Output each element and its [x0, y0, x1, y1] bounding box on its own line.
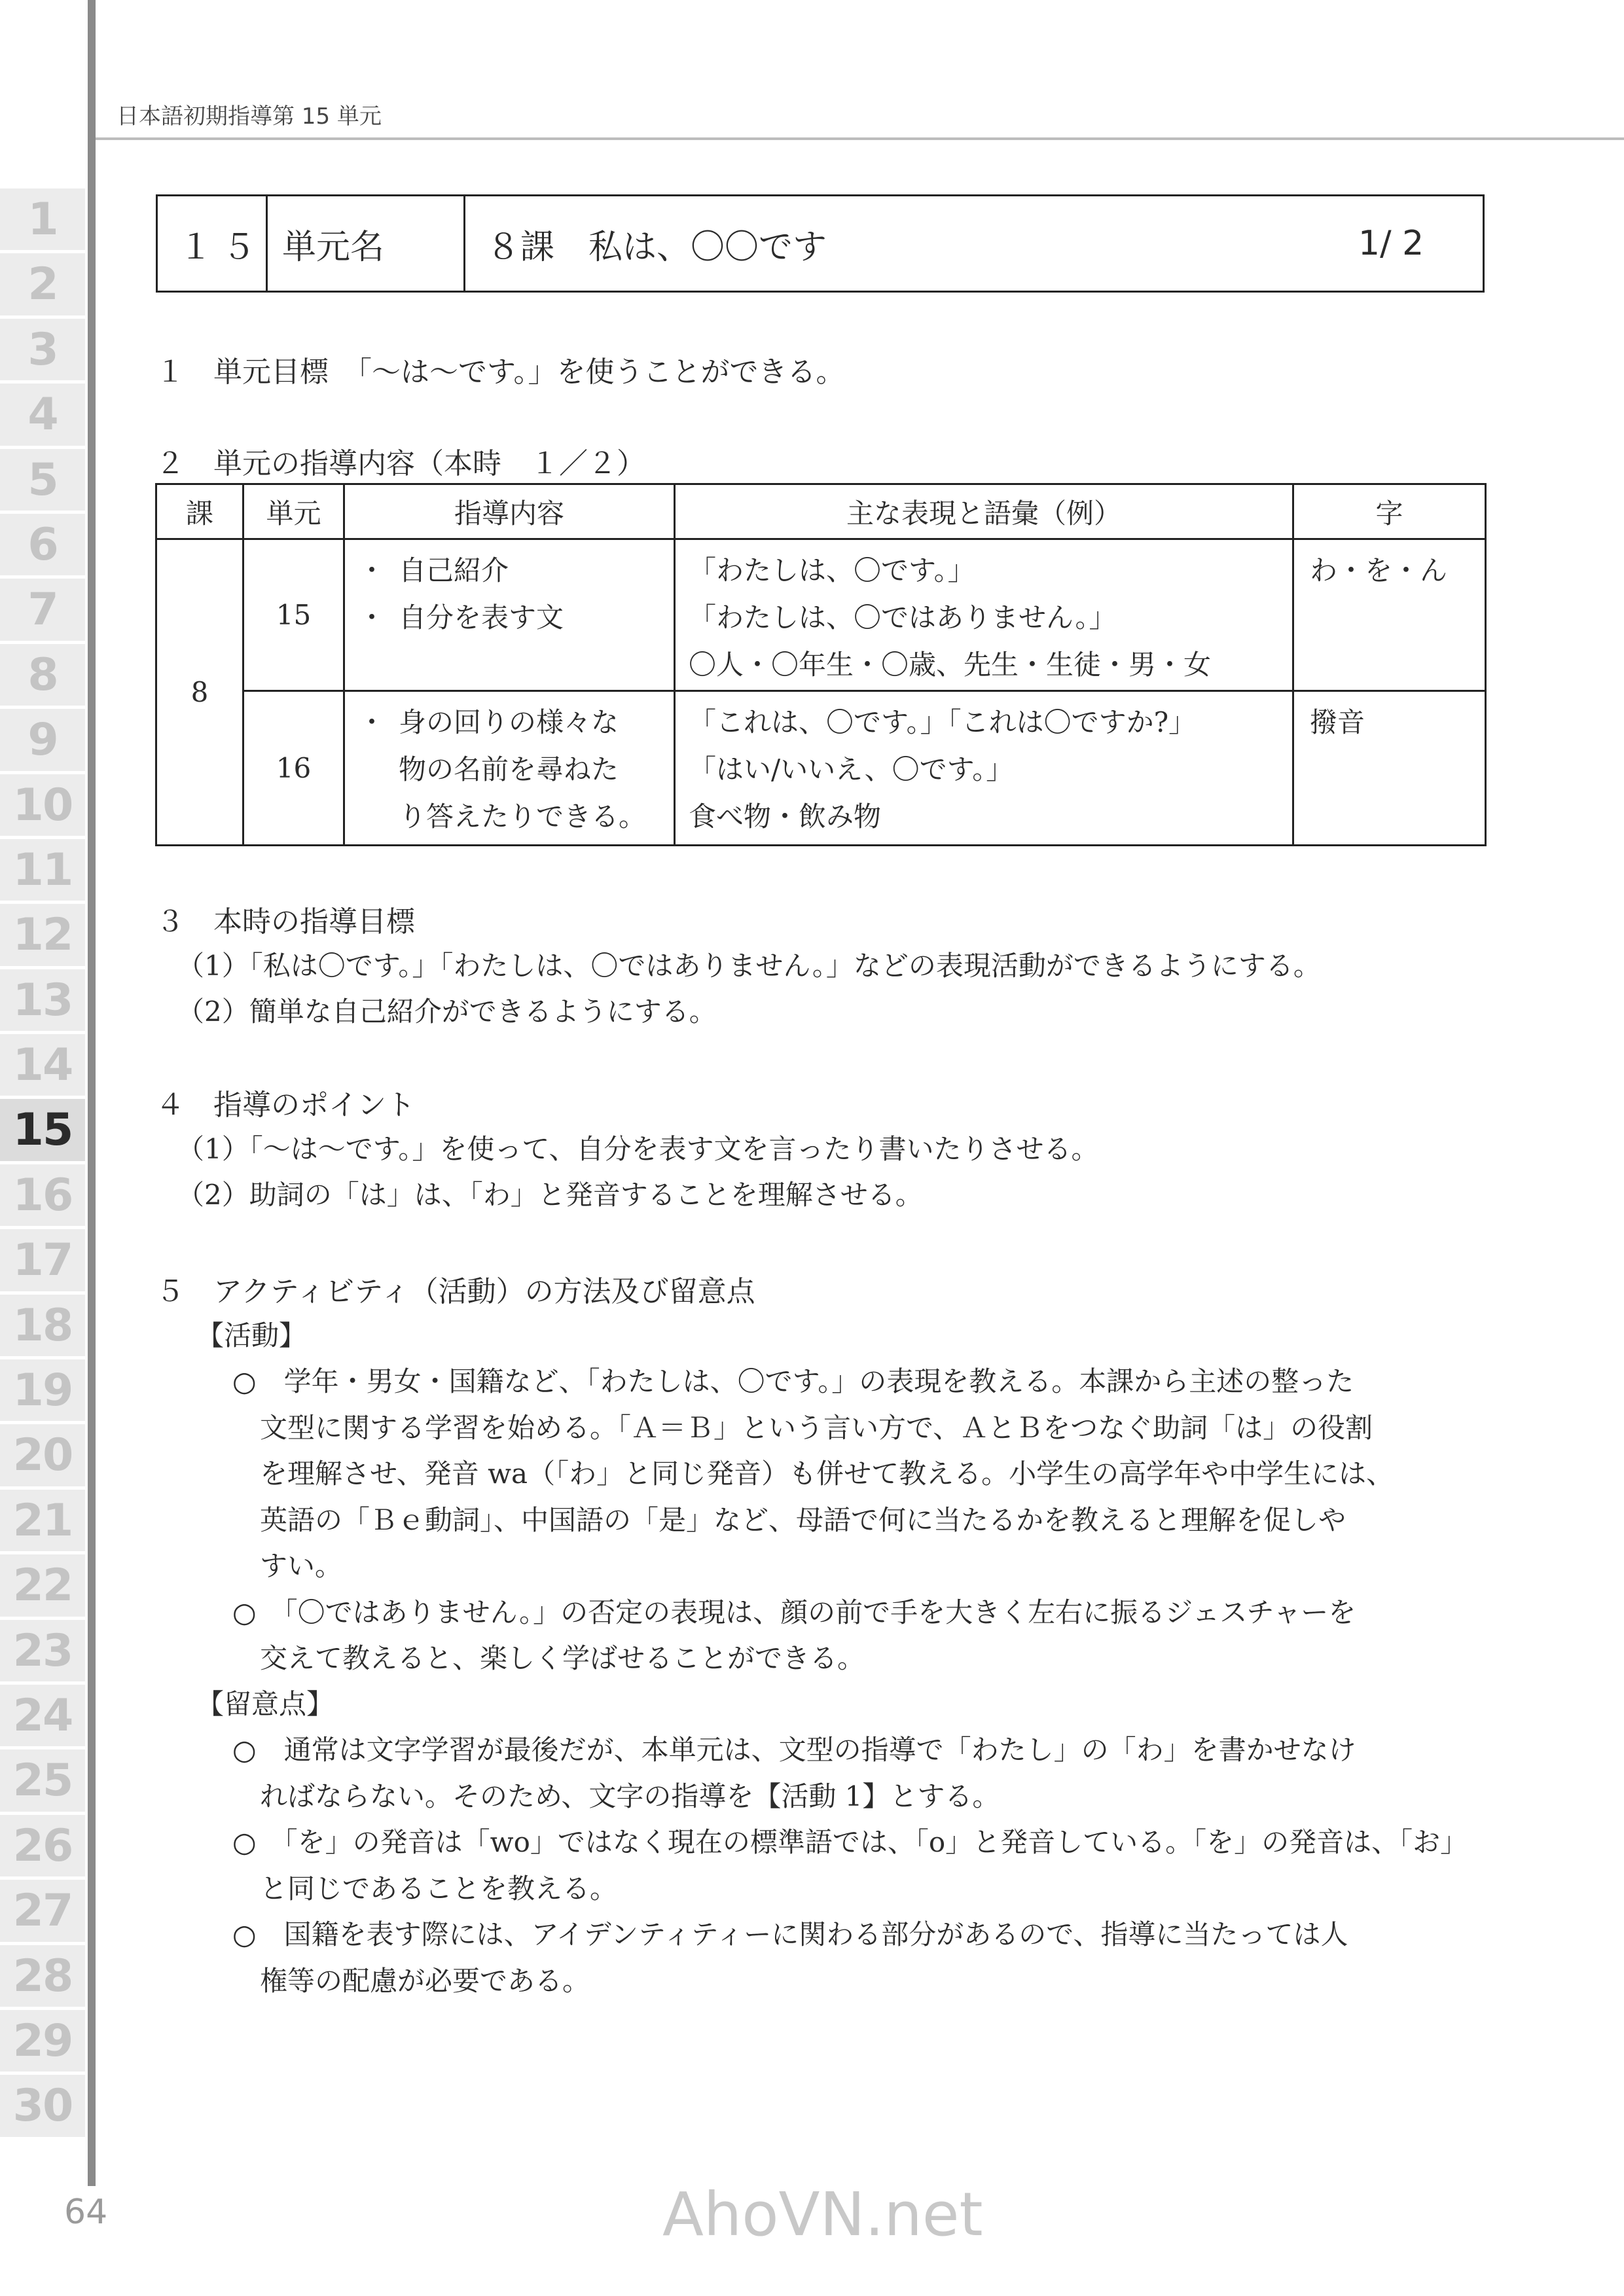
col-header-unit: 単元	[244, 484, 344, 539]
page-number: 64	[64, 2193, 108, 2232]
header-rule	[96, 137, 1624, 140]
paragraph-line: 交えて教えると、楽しく学ばせることができる。	[232, 1642, 865, 1674]
notes-label: 【留意点】	[196, 1688, 334, 1720]
chapter-tab-16: 16	[0, 1164, 85, 1229]
paragraph-line: ればならない。そのため、文字の指導を【活動 1】とする。	[232, 1780, 1000, 1812]
expressions-cell: 「わたしは、〇です。」 「わたしは、〇ではありません。」 〇人・〇年生・〇歳、先生・生徒・男・女	[675, 539, 1293, 691]
unit-title-box	[156, 194, 1485, 293]
chapter-tab-3: 3	[0, 319, 85, 384]
col-header-content: 指導内容	[344, 484, 675, 539]
chapter-tab-14: 14	[0, 1034, 85, 1099]
unit-cell: 16	[244, 691, 344, 846]
characters-cell: わ・を・ん	[1293, 539, 1486, 691]
chapter-tab-18: 18	[0, 1295, 85, 1359]
paragraph-line: ○ 国籍を表す際には、アイデンティティーに関わる部分があるので、指導に当たっては人	[232, 1918, 1348, 1950]
paragraph-line: と同じであることを教える。	[232, 1872, 618, 1905]
running-header: 日本語初期指導第 15 単元	[117, 103, 382, 130]
content-cell: ・ 身の回りの様々な 物の名前を尋ねた り答えたりできる。	[344, 691, 675, 846]
chapter-tab-30: 30	[0, 2075, 85, 2140]
chapter-tab-19: 19	[0, 1359, 85, 1424]
chapter-tab-2: 2	[0, 253, 85, 318]
paragraph-line: 文型に関する学習を始める。「Ａ＝Ｂ」という言い方で、ＡとＢをつなぐ助詞「は」の役割	[232, 1411, 1373, 1444]
activity-label: 【活動】	[196, 1319, 307, 1352]
chapter-tab-27: 27	[0, 1880, 85, 1945]
section-3-heading: ３ 本時の指導目標	[156, 905, 415, 939]
chapter-tab-8: 8	[0, 644, 85, 709]
watermark: AhoVN.net	[662, 2179, 983, 2250]
chapter-tab-22: 22	[0, 1554, 85, 1619]
section-2-heading: ２ 単元の指導内容（本時 １／２）	[156, 447, 645, 480]
paragraph-line: ○ 「を」の発音は「wo」ではなく現在の標準語では、「o」と発音している。「を」の発音は、「お」	[232, 1826, 1468, 1858]
content-cell: ・ 自己紹介 ・ 自分を表す文	[344, 539, 675, 691]
col-header-expressions: 主な表現と語彙（例）	[675, 484, 1293, 539]
chapter-tabs	[0, 188, 93, 2140]
chapter-tab-11: 11	[0, 839, 85, 904]
chapter-tab-29: 29	[0, 2010, 85, 2075]
col-header-characters: 字	[1293, 484, 1486, 539]
goal-item: （1）「私は〇です。」「わたしは、〇ではありません。」などの表現活動ができるようにする。	[177, 950, 1321, 982]
section-1-heading: １ 単元目標 「～は～です。」を使うことができる。	[156, 355, 845, 389]
unit-cell: 15	[244, 539, 344, 691]
chapter-tab-15: 15	[0, 1099, 85, 1164]
chapter-tab-21: 21	[0, 1490, 85, 1554]
paragraph-line: ○ 学年・男女・国籍など、「わたしは、〇です。」の表現を教える。本課から主述の整った	[232, 1365, 1354, 1397]
chapter-tab-10: 10	[0, 774, 85, 839]
paragraph-line: ○ 「〇ではありません。」の否定の表現は、顔の前で手を大きく左右に振るジェスチャーを	[232, 1596, 1356, 1628]
lesson-cell: 8	[156, 539, 244, 846]
chapter-tab-6: 6	[0, 514, 85, 579]
unit-label: 単元名	[268, 196, 465, 291]
expressions-cell: 「これは、〇です。」「これは〇ですか?」 「はい/いいえ、〇です。」 食べ物・飲み物	[675, 691, 1293, 846]
chapter-tab-17: 17	[0, 1229, 85, 1294]
chapter-tab-20: 20	[0, 1424, 85, 1489]
chapter-tab-28: 28	[0, 1945, 85, 2010]
chapter-tab-24: 24	[0, 1685, 85, 1749]
paragraph-line: を理解させ、発音 wa（「わ」と同じ発音）も併せて教える。小学生の高学年や中学生には、	[232, 1458, 1394, 1490]
point-item: （2）助詞の「は」は、「わ」と発音することを理解させる。	[177, 1179, 923, 1211]
unit-title: ８課 私は、〇〇です	[486, 227, 827, 267]
chapter-tab-9: 9	[0, 709, 85, 774]
unit-content-table	[155, 483, 1487, 846]
chapter-tab-25: 25	[0, 1749, 85, 1814]
section-4-heading: ４ 指導のポイント	[156, 1088, 415, 1122]
chapter-tab-5: 5	[0, 449, 85, 514]
paragraph-line: 権等の配慮が必要である。	[232, 1964, 590, 1997]
goal-item: （2）簡単な自己紹介ができるようにする。	[177, 996, 717, 1028]
unit-number: １５	[158, 196, 268, 291]
section-5-heading: ５ アクティビティ（活動）の方法及び留意点	[156, 1275, 755, 1308]
point-item: （1）「～は～です。」を使って、自分を表す文を言ったり書いたりさせる。	[177, 1133, 1099, 1165]
chapter-tab-23: 23	[0, 1620, 85, 1685]
characters-cell: 撥音	[1293, 691, 1486, 846]
paragraph-line: 英語の「Ｂｅ動詞」、中国語の「是」など、母語で何に当たるかを教えると理解を促しや	[232, 1503, 1346, 1536]
chapter-tab-7: 7	[0, 579, 85, 643]
chapter-tab-26: 26	[0, 1815, 85, 1880]
chapter-tab-4: 4	[0, 384, 85, 448]
chapter-tab-1: 1	[0, 188, 85, 253]
chapter-tab-13: 13	[0, 969, 85, 1034]
paragraph-line: ○ 通常は文字学習が最後だが、本単元は、文型の指導で「わたし」の「わ」を書かせなけ	[232, 1734, 1356, 1766]
col-header-lesson: 課	[156, 484, 244, 539]
paragraph-line: すい。	[232, 1550, 343, 1582]
chapter-tab-12: 12	[0, 904, 85, 969]
page-indicator: 1/ 2	[1358, 224, 1424, 263]
